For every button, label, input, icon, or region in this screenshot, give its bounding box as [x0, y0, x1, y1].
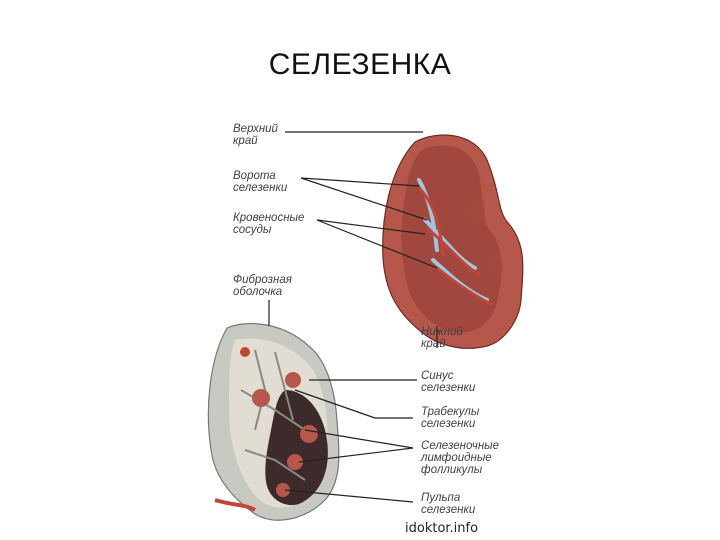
spleen-illustration: [175, 90, 563, 540]
label-trabeculae: Трабекулы селезенки: [421, 406, 480, 430]
label-pulp: Пульпа селезенки: [421, 492, 476, 516]
watermark-text: idoktor.info: [402, 521, 481, 536]
slide-title: СЕЛЕЗЕНКА: [268, 48, 452, 81]
spleen-figure: [175, 90, 563, 540]
label-upper-edge: Верхний край: [233, 123, 278, 147]
spleen-section-view: [208, 324, 338, 521]
label-lower-edge: Нижний край: [421, 326, 463, 350]
label-vessels: Кровеносные сосуды: [233, 212, 305, 236]
label-hilum: Ворота селезенки: [233, 170, 288, 194]
label-capsule: Фиброзная оболочка: [233, 274, 292, 298]
label-sinus: Синус селезенки: [421, 370, 476, 394]
spleen-external-view: [383, 135, 523, 348]
label-follicles: Селезеночные лимфоидные фолликулы: [421, 440, 500, 476]
